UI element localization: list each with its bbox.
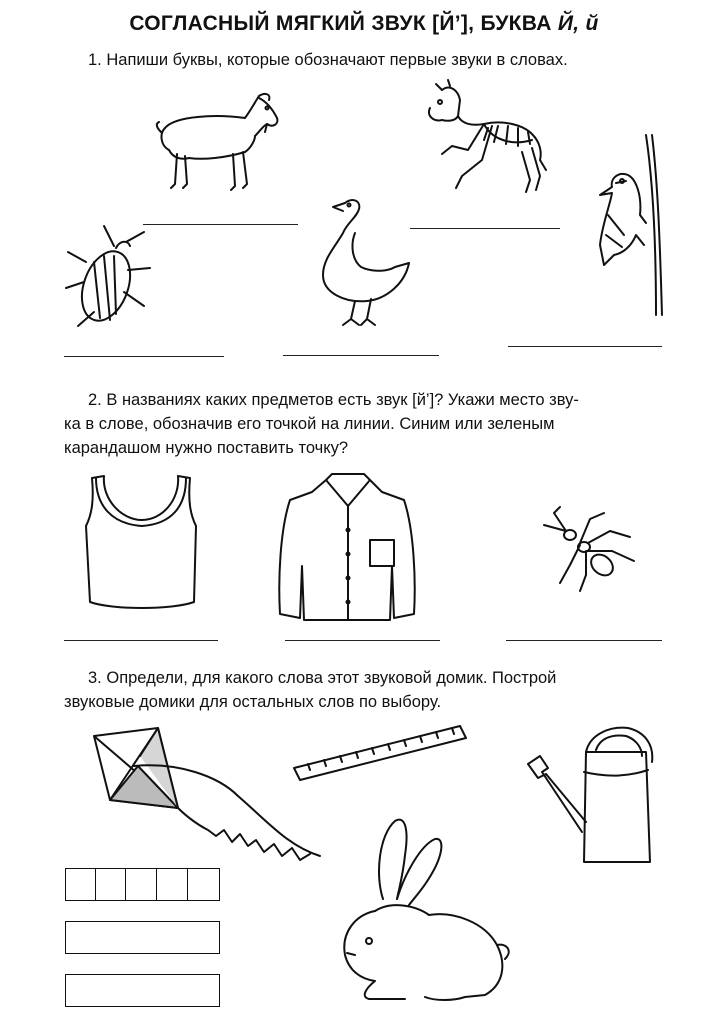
task-2-line-1 [88, 388, 663, 412]
answer-line-ant[interactable] [506, 640, 662, 641]
task-2-line-3: карандашом нужно поставить точку? [64, 439, 349, 457]
ant-icon [540, 505, 640, 595]
sound-house-cell[interactable] [95, 869, 96, 900]
sound-house-row-2[interactable] [65, 921, 220, 954]
answer-line-beetle[interactable] [64, 356, 224, 357]
page-title [0, 12, 728, 36]
task-1-number: 1. [88, 51, 102, 69]
beetle-icon [64, 222, 154, 332]
sound-house-cell[interactable] [125, 869, 126, 900]
task-3-line-1-text: Определи, для какого слова этот звуковой домик. Построй [106, 669, 557, 687]
task-2-line-2: ка в слове, обозначив его точкой на линии. Синим или зеленым [64, 415, 555, 433]
task-3-line-1 [88, 666, 663, 690]
watering-can-icon [520, 722, 662, 872]
answer-line-goose[interactable] [283, 355, 439, 356]
tank-top-icon [82, 470, 202, 615]
answer-line-goat[interactable] [143, 224, 298, 225]
task-2-text [88, 388, 663, 412]
task-3-number: 3. [88, 669, 102, 687]
rabbit-icon [335, 815, 515, 1005]
ruler-icon [290, 720, 472, 784]
woodpecker-icon [596, 135, 666, 315]
task-2-number: 2. [88, 391, 102, 409]
answer-line-zebra[interactable] [410, 228, 560, 229]
sound-house-cell[interactable] [187, 869, 188, 900]
answer-line-woodpecker[interactable] [508, 346, 662, 347]
sound-house-row-3[interactable] [65, 974, 220, 1007]
title-main: СОГЛАСНЫЙ МЯГКИЙ ЗВУК [Й’], БУКВА [129, 12, 558, 35]
sound-house-cells [65, 868, 220, 901]
answer-line-tank-top[interactable] [64, 640, 218, 641]
task-2-line-1-text: В названиях каких предметов есть звук [й’]? Укажи место зву- [106, 391, 579, 409]
task-3-line-2: звуковые домики для остальных слов по выбору. [64, 693, 442, 711]
title-letters: Й, й [557, 12, 599, 35]
answer-line-shirt[interactable] [285, 640, 440, 641]
task-1-text [88, 48, 668, 72]
goat-icon [155, 88, 285, 198]
goose-icon [315, 193, 415, 333]
zebra-icon [422, 80, 552, 200]
sound-house-cell[interactable] [156, 869, 157, 900]
task-1-instruction: Напиши буквы, которые обозначают первые звуки в словах. [106, 51, 568, 69]
shirt-icon [272, 470, 422, 630]
